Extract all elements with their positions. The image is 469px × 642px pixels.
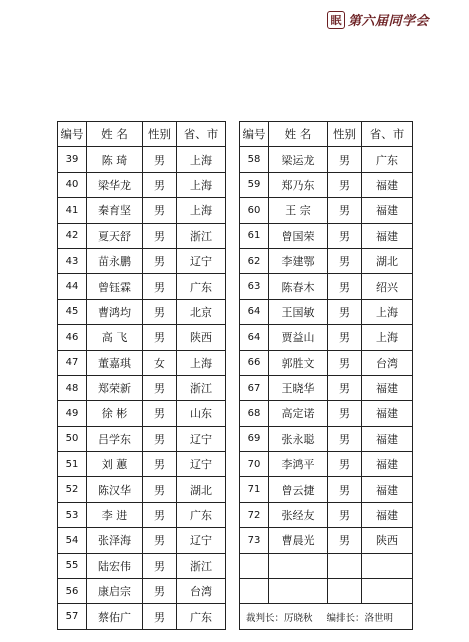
- column-header-name: 姓 名: [87, 122, 143, 147]
- cell-gender: 男: [143, 401, 177, 426]
- cell-number: 52: [58, 477, 87, 502]
- cell-gender: 男: [328, 325, 362, 350]
- cell-number: [240, 579, 269, 604]
- column-header-number: 编号: [240, 122, 269, 147]
- cell-gender: 男: [328, 299, 362, 324]
- cell-number: 39: [58, 147, 87, 172]
- cell-number: 67: [240, 375, 269, 400]
- cell-province: 上海: [177, 198, 226, 223]
- cell-province: [362, 579, 413, 604]
- cell-province: 福建: [362, 502, 413, 527]
- table-row: [58, 248, 226, 273]
- cell-number: 64: [240, 325, 269, 350]
- cell-name: 曾钰霖: [87, 274, 143, 299]
- cell-number: 71: [240, 477, 269, 502]
- cell-name: 梁运龙: [269, 147, 328, 172]
- cell-number: 48: [58, 375, 87, 400]
- cell-number: 69: [240, 426, 269, 451]
- table-row: [58, 502, 226, 527]
- cell-province: 陕西: [177, 325, 226, 350]
- table-row: [240, 248, 413, 273]
- cell-gender: 男: [143, 223, 177, 248]
- cell-name: 王晓华: [269, 375, 328, 400]
- cell-gender: 男: [328, 477, 362, 502]
- event-title: 第六届同学会: [347, 14, 429, 29]
- table-row: [58, 223, 226, 248]
- signature-cell: [240, 604, 413, 629]
- cell-number: 66: [240, 350, 269, 375]
- cell-gender: 男: [143, 198, 177, 223]
- cell-name: 董嘉琪: [87, 350, 143, 375]
- cell-name: 秦育坚: [87, 198, 143, 223]
- cell-province: 陕西: [362, 528, 413, 553]
- cell-province: 辽宁: [177, 528, 226, 553]
- table-row: [240, 502, 413, 527]
- cell-number: 62: [240, 248, 269, 273]
- cell-province: 绍兴: [362, 274, 413, 299]
- table-row: [58, 477, 226, 502]
- cell-gender: 男: [143, 579, 177, 604]
- cell-number: 47: [58, 350, 87, 375]
- cell-province: 广东: [177, 502, 226, 527]
- cell-number: 51: [58, 452, 87, 477]
- cell-number: 58: [240, 147, 269, 172]
- cell-gender: 男: [328, 350, 362, 375]
- cell-name: 曹晨光: [269, 528, 328, 553]
- cell-number: 42: [58, 223, 87, 248]
- table-row: [58, 452, 226, 477]
- cell-name: 陈 琦: [87, 147, 143, 172]
- table-row: [58, 172, 226, 197]
- cell-province: 广东: [362, 147, 413, 172]
- cell-province: [362, 553, 413, 578]
- cell-gender: 男: [143, 248, 177, 273]
- cell-number: [240, 553, 269, 578]
- cell-gender: 男: [328, 147, 362, 172]
- cell-number: 60: [240, 198, 269, 223]
- cell-province: 福建: [362, 452, 413, 477]
- table-row: [240, 452, 413, 477]
- cell-province: 上海: [362, 325, 413, 350]
- table-header-row: [58, 122, 226, 147]
- cell-province: 浙江: [177, 223, 226, 248]
- cell-province: 福建: [362, 223, 413, 248]
- referee-signature: 裁判长：厉晓秋: [246, 612, 313, 624]
- table-row: [58, 579, 226, 604]
- participant-table-left: [57, 121, 226, 630]
- cell-province: 台湾: [177, 579, 226, 604]
- cell-province: 上海: [362, 299, 413, 324]
- seal-icon: [327, 11, 345, 29]
- cell-gender: 男: [143, 375, 177, 400]
- cell-province: 福建: [362, 426, 413, 451]
- cell-name: [269, 579, 328, 604]
- table-row: [58, 528, 226, 553]
- seal-text: 眠: [330, 13, 342, 27]
- table-row: [58, 299, 226, 324]
- cell-number: 49: [58, 401, 87, 426]
- cell-name: 贾益山: [269, 325, 328, 350]
- cell-name: 曾国荣: [269, 223, 328, 248]
- table-row: [240, 350, 413, 375]
- cell-name: [269, 553, 328, 578]
- cell-name: 郑荣新: [87, 375, 143, 400]
- signature-row: [240, 604, 413, 629]
- table-row: [240, 223, 413, 248]
- column-header-gender: 性别: [328, 122, 362, 147]
- cell-province: 辽宁: [177, 248, 226, 273]
- cell-name: 陈汉华: [87, 477, 143, 502]
- cell-gender: 男: [328, 223, 362, 248]
- cell-gender: 男: [328, 452, 362, 477]
- table-row: [240, 579, 413, 604]
- table-row: [58, 426, 226, 451]
- cell-province: 上海: [177, 147, 226, 172]
- cell-name: 王国敏: [269, 299, 328, 324]
- cell-name: 李鸿平: [269, 452, 328, 477]
- cell-name: 高 飞: [87, 325, 143, 350]
- cell-gender: 男: [328, 198, 362, 223]
- cell-name: 李建鄂: [269, 248, 328, 273]
- cell-number: 45: [58, 299, 87, 324]
- cell-name: 曾云捷: [269, 477, 328, 502]
- cell-gender: 男: [143, 604, 177, 629]
- cell-number: 57: [58, 604, 87, 629]
- cell-province: 福建: [362, 375, 413, 400]
- cell-number: 68: [240, 401, 269, 426]
- cell-name: 刘 蕙: [87, 452, 143, 477]
- table-row: [58, 375, 226, 400]
- cell-province: 上海: [177, 172, 226, 197]
- table-row: [240, 477, 413, 502]
- cell-gender: 男: [143, 426, 177, 451]
- column-header-name: 姓 名: [269, 122, 328, 147]
- cell-number: 72: [240, 502, 269, 527]
- cell-province: 浙江: [177, 553, 226, 578]
- cell-number: 54: [58, 528, 87, 553]
- cell-name: 张永聪: [269, 426, 328, 451]
- cell-name: 苗永鹏: [87, 248, 143, 273]
- table-row: [58, 274, 226, 299]
- cell-name: 吕学东: [87, 426, 143, 451]
- cell-number: 59: [240, 172, 269, 197]
- cell-name: 陈春木: [269, 274, 328, 299]
- cell-gender: 男: [328, 274, 362, 299]
- cell-gender: [328, 553, 362, 578]
- cell-name: 梁华龙: [87, 172, 143, 197]
- cell-name: 张泽海: [87, 528, 143, 553]
- table-row: [240, 528, 413, 553]
- cell-gender: 男: [143, 528, 177, 553]
- participant-table-right: [239, 121, 413, 630]
- cell-number: 70: [240, 452, 269, 477]
- table-row: [240, 172, 413, 197]
- cell-number: 43: [58, 248, 87, 273]
- cell-number: 46: [58, 325, 87, 350]
- table-row: [58, 553, 226, 578]
- cell-name: 夏天舒: [87, 223, 143, 248]
- cell-province: 福建: [362, 172, 413, 197]
- cell-number: 73: [240, 528, 269, 553]
- cell-gender: 女: [143, 350, 177, 375]
- cell-gender: 男: [328, 528, 362, 553]
- cell-name: 高定诺: [269, 401, 328, 426]
- cell-province: 福建: [362, 477, 413, 502]
- cell-province: 北京: [177, 299, 226, 324]
- cell-name: 陆宏伟: [87, 553, 143, 578]
- table-row: [240, 325, 413, 350]
- cell-province: 辽宁: [177, 452, 226, 477]
- cell-number: 41: [58, 198, 87, 223]
- cell-province: 山东: [177, 401, 226, 426]
- cell-gender: 男: [328, 248, 362, 273]
- table-row: [240, 553, 413, 578]
- cell-gender: 男: [143, 452, 177, 477]
- cell-gender: 男: [143, 147, 177, 172]
- table-row: [240, 198, 413, 223]
- column-header-number: 编号: [58, 122, 87, 147]
- cell-name: 李 进: [87, 502, 143, 527]
- cell-name: 蔡佑广: [87, 604, 143, 629]
- table-row: [240, 401, 413, 426]
- table-row: [240, 426, 413, 451]
- cell-province: 辽宁: [177, 426, 226, 451]
- cell-name: 徐 彬: [87, 401, 143, 426]
- table-row: [240, 375, 413, 400]
- cell-province: 上海: [177, 350, 226, 375]
- table-row: [240, 147, 413, 172]
- table-row: [58, 147, 226, 172]
- cell-number: 44: [58, 274, 87, 299]
- cell-name: 曹鸿均: [87, 299, 143, 324]
- table-row: [58, 198, 226, 223]
- cell-number: 64: [240, 299, 269, 324]
- cell-gender: 男: [328, 172, 362, 197]
- cell-number: 63: [240, 274, 269, 299]
- table-row: [58, 350, 226, 375]
- cell-number: 50: [58, 426, 87, 451]
- cell-name: 张经友: [269, 502, 328, 527]
- cell-province: 浙江: [177, 375, 226, 400]
- column-header-province: 省、市: [362, 122, 413, 147]
- cell-gender: 男: [143, 172, 177, 197]
- table-row: [58, 401, 226, 426]
- cell-province: 广东: [177, 274, 226, 299]
- column-header-gender: 性别: [143, 122, 177, 147]
- table-header-row: [240, 122, 413, 147]
- cell-gender: [328, 579, 362, 604]
- cell-gender: 男: [143, 477, 177, 502]
- cell-province: 湖北: [177, 477, 226, 502]
- cell-name: 康启宗: [87, 579, 143, 604]
- cell-province: 台湾: [362, 350, 413, 375]
- cell-number: 56: [58, 579, 87, 604]
- column-header-province: 省、市: [177, 122, 226, 147]
- cell-gender: 男: [328, 426, 362, 451]
- cell-number: 61: [240, 223, 269, 248]
- recorder-signature: 编排长：洛世明: [326, 612, 394, 624]
- cell-number: 40: [58, 172, 87, 197]
- cell-province: 广东: [177, 604, 226, 629]
- cell-gender: 男: [328, 375, 362, 400]
- cell-province: 湖北: [362, 248, 413, 273]
- table-row: [58, 604, 226, 629]
- event-logo: [327, 10, 429, 29]
- cell-gender: 男: [328, 401, 362, 426]
- cell-gender: 男: [143, 299, 177, 324]
- cell-gender: 男: [328, 502, 362, 527]
- cell-number: 55: [58, 553, 87, 578]
- table-row: [240, 299, 413, 324]
- cell-gender: 男: [143, 502, 177, 527]
- cell-province: 福建: [362, 401, 413, 426]
- cell-gender: 男: [143, 325, 177, 350]
- cell-gender: 男: [143, 274, 177, 299]
- table-row: [58, 325, 226, 350]
- cell-name: 王 宗: [269, 198, 328, 223]
- table-row: [240, 274, 413, 299]
- cell-province: 福建: [362, 198, 413, 223]
- cell-name: 郭胜文: [269, 350, 328, 375]
- cell-number: 53: [58, 502, 87, 527]
- cell-gender: 男: [143, 553, 177, 578]
- cell-name: 郑乃东: [269, 172, 328, 197]
